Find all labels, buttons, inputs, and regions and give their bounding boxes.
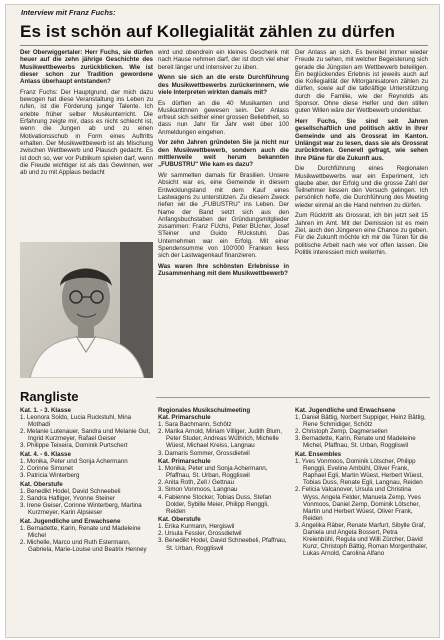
category-heading: Kat. 4. - 6. Klasse [20,450,71,458]
result-entry: 1. Daniel Bättig, Norbert Suppiger, Heinz Bättig, Rene Schmidiger, Schötz [295,414,426,429]
category-heading: Kat. 1. - 3. Klasse [20,407,71,414]
result-entry: 2. Marika Arnold, Miriam Villiger, Judith Blum, Peter Studer, Andreas Wüthrich, Michelle Wüest, Michael Kreiss, Langnau [158,428,283,450]
results-middle-title: Regionales Musikschulmeeting [158,407,251,414]
result-entry: 2. Corinne Simonet [20,465,73,473]
kicker: Interview mit Franz Fuchs: [21,8,116,17]
category-heading: Kat. Oberstufe [20,480,63,488]
category-heading: Kat. Jugendliche und Erwachsene [20,517,121,525]
result-entry: 4. Fabienne Stocker, Tobias Duss, Stefan Dolder, Sybille Meier, Philipp Renggli, Reiden [158,493,272,515]
result-entry: 1. Bernadette, Karin, Renate und Madeleine Michel [20,524,141,539]
result-entry: 3. Bernadette, Karin, Renate und Madeleine Michel, Pfaffnau, St. Urban, Roggliswil [295,435,416,450]
article-column-2 [158,49,289,381]
result-entry: 3. Simon Vonmoos, Langnau [158,486,238,494]
rangliste-heading: Rangliste [20,389,79,404]
interview-answer: wird und obendrein ein kleines Geschenk mit nach Hause nehmen darf, der ist doch viel eher bereit länger und intensiver zu üben. [158,49,289,71]
article-column-1 [20,49,153,239]
result-entry: 2. Melanie Lutenauer, Sandra und Melanie Gut, Ingrid Kurzmeyer, Rafael Geiser [20,428,151,443]
result-entry: 2. Anita Roth, Zell / Gettnau [158,479,235,487]
result-entry: 1. Monika, Peter und Sonja Achermann [20,458,128,466]
results-list-left [20,407,153,635]
headline: Es ist schön auf Kollegialität zählen zu dürfen [20,22,395,41]
category-heading: Kat. Ensembles [295,450,342,458]
result-entry: 2. Christoph Zemp, Dagmersellen [295,428,388,436]
result-entry: 2. Ursula Fessler, Grossdietwil [158,530,242,538]
result-entry: 3. Angelika Räber, Renate Marfurt, Sibylle Graf, Daniela und Angela Bossert, Petra Kreienbühl, Regula und Willi Zürcher, David Kunz, Christoph Bättig, Roman Morgenthaler, Lukas Arnold, Carolina Alfano [295,521,428,558]
result-entry: 1. Monika, Peter und Sonja Achermann, Pfaffnau, St. Urban, Roggliswil [158,465,268,480]
result-entry: 1. Leonora Soldo, Lucia Ruckstuhl, Mina Mothadi [20,414,132,429]
category-heading: Kat. Oberstufe [158,516,201,524]
portrait-photo [20,242,153,378]
result-entry: 3. Damaris Sommer, Grossdietwil [158,449,250,457]
interview-answer: Die Durchführung eines Regionalen Musikwettbewerbs war ein Experiment, ich glaube aber, der Erfolg und die grosse Zahl der Teilnehmer liessen den Versuch gelingen. Ich persönlich hoffe, die Durchführung des Meeting wieder einmal an die Hand nehmen zu dürfen. [295,165,428,209]
results-list-right [295,407,428,635]
result-entry: 3. Benedikt Hodel, David Schneebeli, Pfaffnau, St. Urban, Roggliswil [158,537,287,552]
result-entry: 1. Yves Vonmoos, Dominik Lötscher, Philipp Renggli, Eveline Ambühl, Oliver Frank, Raphael Egli, Martin Wüest, Herbert Wüest, Tobias Duss, Renate Egli, Langnau, Reiden [295,458,424,487]
headline-rule [20,45,428,46]
results-list-middle [158,407,289,635]
result-entry: 2. Sandra Hafliger, Yvonne Steiner [20,494,115,502]
category-heading: Kat. Primarschule [158,458,211,466]
interview-question: Was waren Ihre schönsten Erlebnisse in Zusammenhang mit dem Musikwettbewerb? [158,262,289,278]
results-separator [156,397,430,398]
category-heading: Kat. Primarschule [158,414,211,422]
category-heading: Kat. Jugendliche und Erwachsene [295,407,396,414]
result-entry: 3. Philippe Teixeira, Dominik Purtschert [20,442,128,450]
result-entry: 2. Felicia Valcanover, Ursula und Christina Wyss, Angela Felder, Manuela Zemp, Yves Vonmoos, Daniel Zemp, Dominik Lötscher, Martin und Herbert Wüest, Oliver Frank, Reiden [295,486,421,522]
interview-question: Wenn sie sich an die erste Durchführung des Musikwettbewerbs zurückerinnern, wie viele Interpreten wirkten damals mit? [158,74,289,96]
interview-question: Herr Fuchs, Sie sind seit Jahren gesellschaftlich und politisch aktiv in ihrer Gemeinde und als Grossrat im Kanton. Unlängst war zu lesen, dass sie als Grossrat zurücktreten. Generell gefragt, wie sehen Ihre Pläne für die Zukunft aus. [295,118,428,162]
interview-answer: Der Anlass an sich. Es bereitet immer wieder Freude zu sehen, mit welcher Begeisterung sich gerade die Jüngsten am Wettbewerb beteiligen. Ein beglückendes Erlebnis ist jeweils auch auf die Kollegialität der Mitorganisatoren zählen zu dürfen, sowie auf die tatkräftige Unterstützung durch die Familie, wie der Reynolds als Sponsor. Ohne diese Helfer und den stillen guten Willen wäre der Wettbewerb undenkbar. [295,49,428,115]
result-entry: 2. Michelle, Marco und Ruth Estermann, Gabriela, Marie-Louise und Beatrix Henney [20,538,147,553]
result-entry: 3. Irene Geiser, Corinne Winterberg, Martina Kurzmeyer, Karin Alpsieser [20,502,142,517]
interview-answer: Zum Rücktritt als Grossrat, ich bin jetzt seit 15 Jahren im Amt. Mit der Demission ist es mein Ziel, auch den Jüngeren eine Chance zu geben. Für die Zukunft möchte ich mir die Türen für die politische Arbeit nach wie vor offen lassen. Die Politik interessiert mich weiterhin. [295,212,428,256]
interview-answer: Wir sammelten damals für Brasilien. Unsere Absicht war es, eine Gemeinde in diesem Entwicklungsland mit dem Kauf eines Lastwagens zu unterstützen. Zu diesem Zweck riefen wir die „FUBUSTRU" ins Leben. Der Name der Band setzt sich aus den Anfangsbuchstaben der Gründungsmitglieder zusammen: Franz FUchs, Peter BUcher, Josef STeiner und Guido RUckstuhl. Das Unternehmen war ein Erfolg. Mit einer Spendensumme von 100'000 Franken liess sich der Lastwagenkauf finanzieren. [158,172,289,260]
result-entry: 3. Patricia Winterberg [20,472,80,480]
interview-question: Der Oberwiggertaler: Herr Fuchs, sie dürfen heuer auf die zehn jährige Geschichte des Musikwettbewerbs zurückblicken. Wie ist dieser schon zur Tradition gewordene Anlass überhaupt entstanden? [20,49,153,86]
interview-answer: Es dürften an die 40 Musikanten und Musikantinnen gewesen sein. Der Anlass erfreut sich seither einer grossen Beliebtheit, so dass nun Jahr für Jahr weit über 100 Anmeldungen eingehen. [158,99,289,136]
interview-question: Vor zehn Jahren gründeten Sie ja nicht nur den Musikwettbewerb, sondern auch die mittlerweile weit herum bekannten „FUBUSTRU" Wie kam es dazu? [158,139,289,169]
newspaper-page [5,4,440,638]
result-entry: 1. Sara Bachmann, Schötz [158,421,232,429]
result-entry: 1. Benedikt Hodel, David Schneebeli [20,487,121,495]
article-column-3 [295,49,428,381]
interview-answer: Franz Fuchs: Der Hauptgrund, der mich dazu bewogen hat diese Veranstaltung ins Leben zu rufen, ist die Förderung junger Talente. Ich erlebte früher selber Musikunterricht. Die Erfahrung zeigte mir, dass es nicht schlecht ist, wenn die Jungen ab und zu einen Motivationsschub in Form eines Auftritts erhalten. Der Musikwettbewerb ist als Mischung zwischen Wettbewerb und Plausch gedacht. Es ist doch so, wer vor Publikum spielen darf, wenn die Freude wichtiger ist als das Gewinnen, wer ab und zu mit Applaus bedacht [20,88,153,177]
result-entry: 1. Erika Kurmann, Hergiswil [158,523,235,531]
